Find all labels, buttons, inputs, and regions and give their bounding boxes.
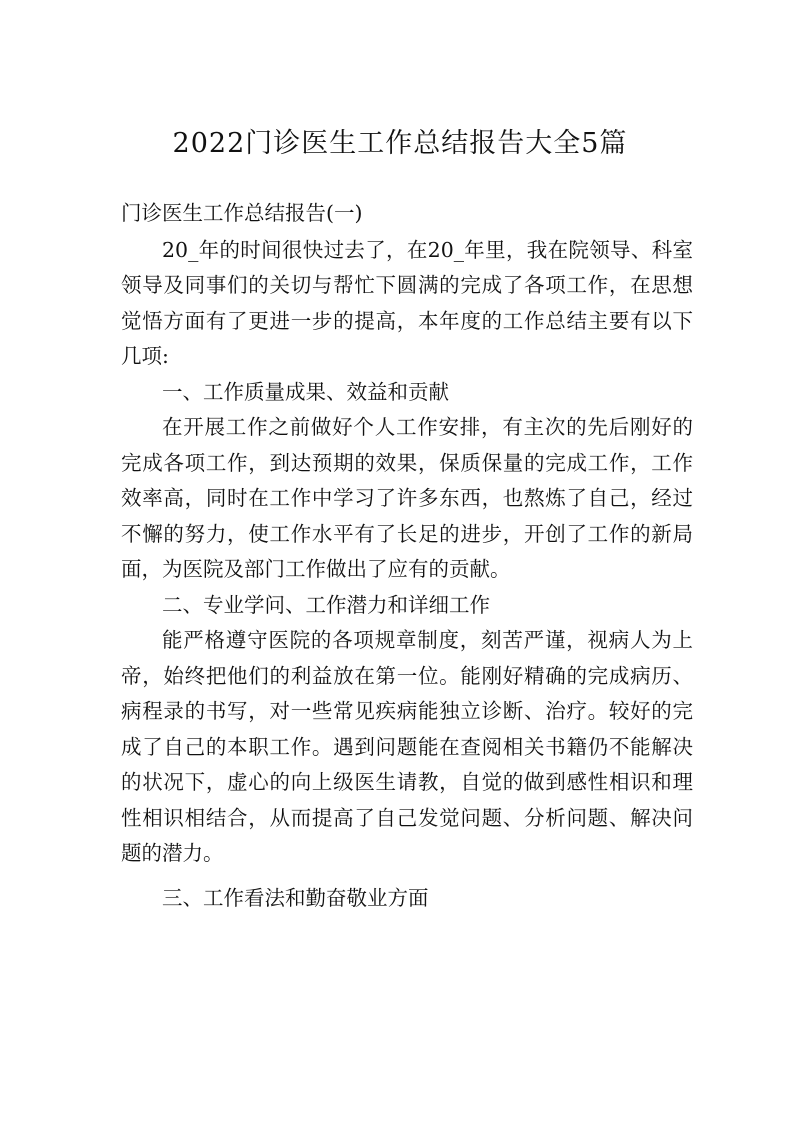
section-paragraph-2: 能严格遵守医院的各项规章制度，刻苦严谨，视病人为上帝，始终把他们的利益放在第一位。能刚好精确的完成病历、病程录的书写，对一些常见疾病能独立诊断、治疗。较好的完成了自己的本职工作。遇到问题能在查阅相关书籍仍不能解决的状况下，虚心的向上级医生请教，自觉的做到感性相识和理性相识相结合，从而提高了自己发觉问题、分析问题、解决问题的潜力。 xyxy=(121,628,693,865)
section-heading-1: 一、工作质量成果、效益和贡献 xyxy=(162,379,449,404)
section-paragraph-1: 在开展工作之前做好个人工作安排，有主次的先后刚好的完成各项工作，到达预期的效果，保质保量的完成工作，工作效率高，同时在工作中学习了许多东西，也熬炼了自己，经过不懈的努力，使工作水平有了长足的进步，开创了工作的新局面，为医院及部门工作做出了应有的贡献。 xyxy=(121,415,693,581)
section-heading-2: 二、专业学问、工作潜力和详细工作 xyxy=(162,592,490,617)
document-title: 2022门诊医生工作总结报告大全5篇 xyxy=(172,128,628,159)
article-title: 门诊医生工作总结报告(一) xyxy=(121,201,363,225)
section-heading-3: 三、工作看法和勤奋敬业方面 xyxy=(162,885,429,910)
intro-paragraph: 20_年的时间很快过去了，在20_年里，我在院领导、科室领导及同事们的关切与帮忙下圆满的完成了各项工作，在思想觉悟方面有了更进一步的提高，本年度的工作总结主要有以下几项: xyxy=(121,237,693,368)
document-body xyxy=(121,196,693,916)
